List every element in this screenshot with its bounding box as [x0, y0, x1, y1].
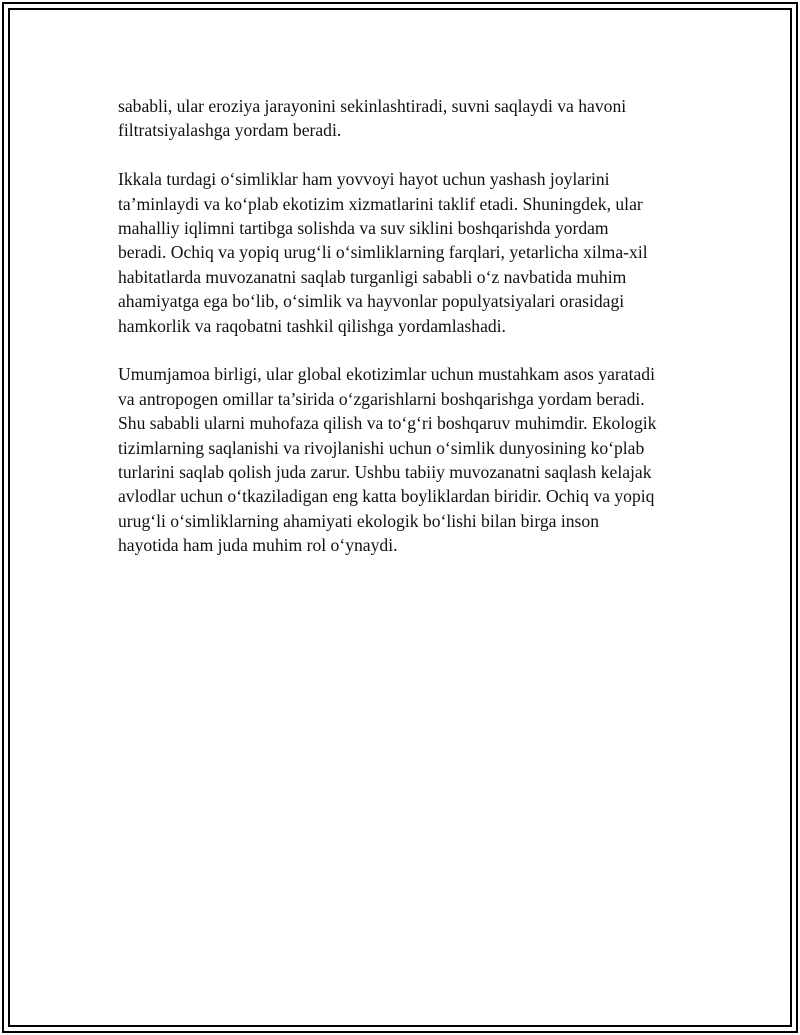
paragraph: Ikkala turdagi o‘simliklar ham yovvoyi hayot uchun yashash joylarini ta’minlaydi va ko‘plab ekotizim xizmatlarini taklif etadi. Shuningdek, ular mahalliy iqlimni tartibga solishda va suv siklini boshqarishda yordam beradi. Ochiq va yopiq urug‘li o‘simliklarning farqlari, yetarlicha xilma-xil habitatlarda muvozanatni saqlab turganligi sababli o‘z navbatida muhim ahamiyatga ega bo‘lib, o‘simlik va hayvonlar populyatsiyalari orasidagi hamkorlik va raqobatni tashkil qilishga yordamlashadi. — [118, 169, 648, 336]
paragraph: sababli, ular eroziya jarayonini sekinlashtiradi, suvni saqlaydi va havoni filtratsiyalashga yordam beradi. — [118, 96, 627, 141]
document-body — [118, 94, 693, 582]
paragraph: Umumjamoa birligi, ular global ekotizimlar uchun mustahkam asos yaratadi va antropogen omillar ta’sirida o‘zgarishlarni boshqarishga yordam beradi. Shu sababli ularni muhofaza qilish va to‘g‘ri boshqaruv muhimdir. Ekologik tizimlarning saqlanishi va rivojlanishi uchun o‘simlik dunyosining ko‘plab turlarini saqlab qolish juda zarur. Ushbu tabiiy muvozanatni saqlash kelajak avlodlar uchun o‘tkaziladigan eng katta boyliklardan biridir. Ochiq va yopiq urug‘li o‘simliklarning ahamiyati ekologik bo‘lishi bilan birga inson hayotida ham juda muhim rol o‘ynaydi. — [118, 364, 657, 556]
